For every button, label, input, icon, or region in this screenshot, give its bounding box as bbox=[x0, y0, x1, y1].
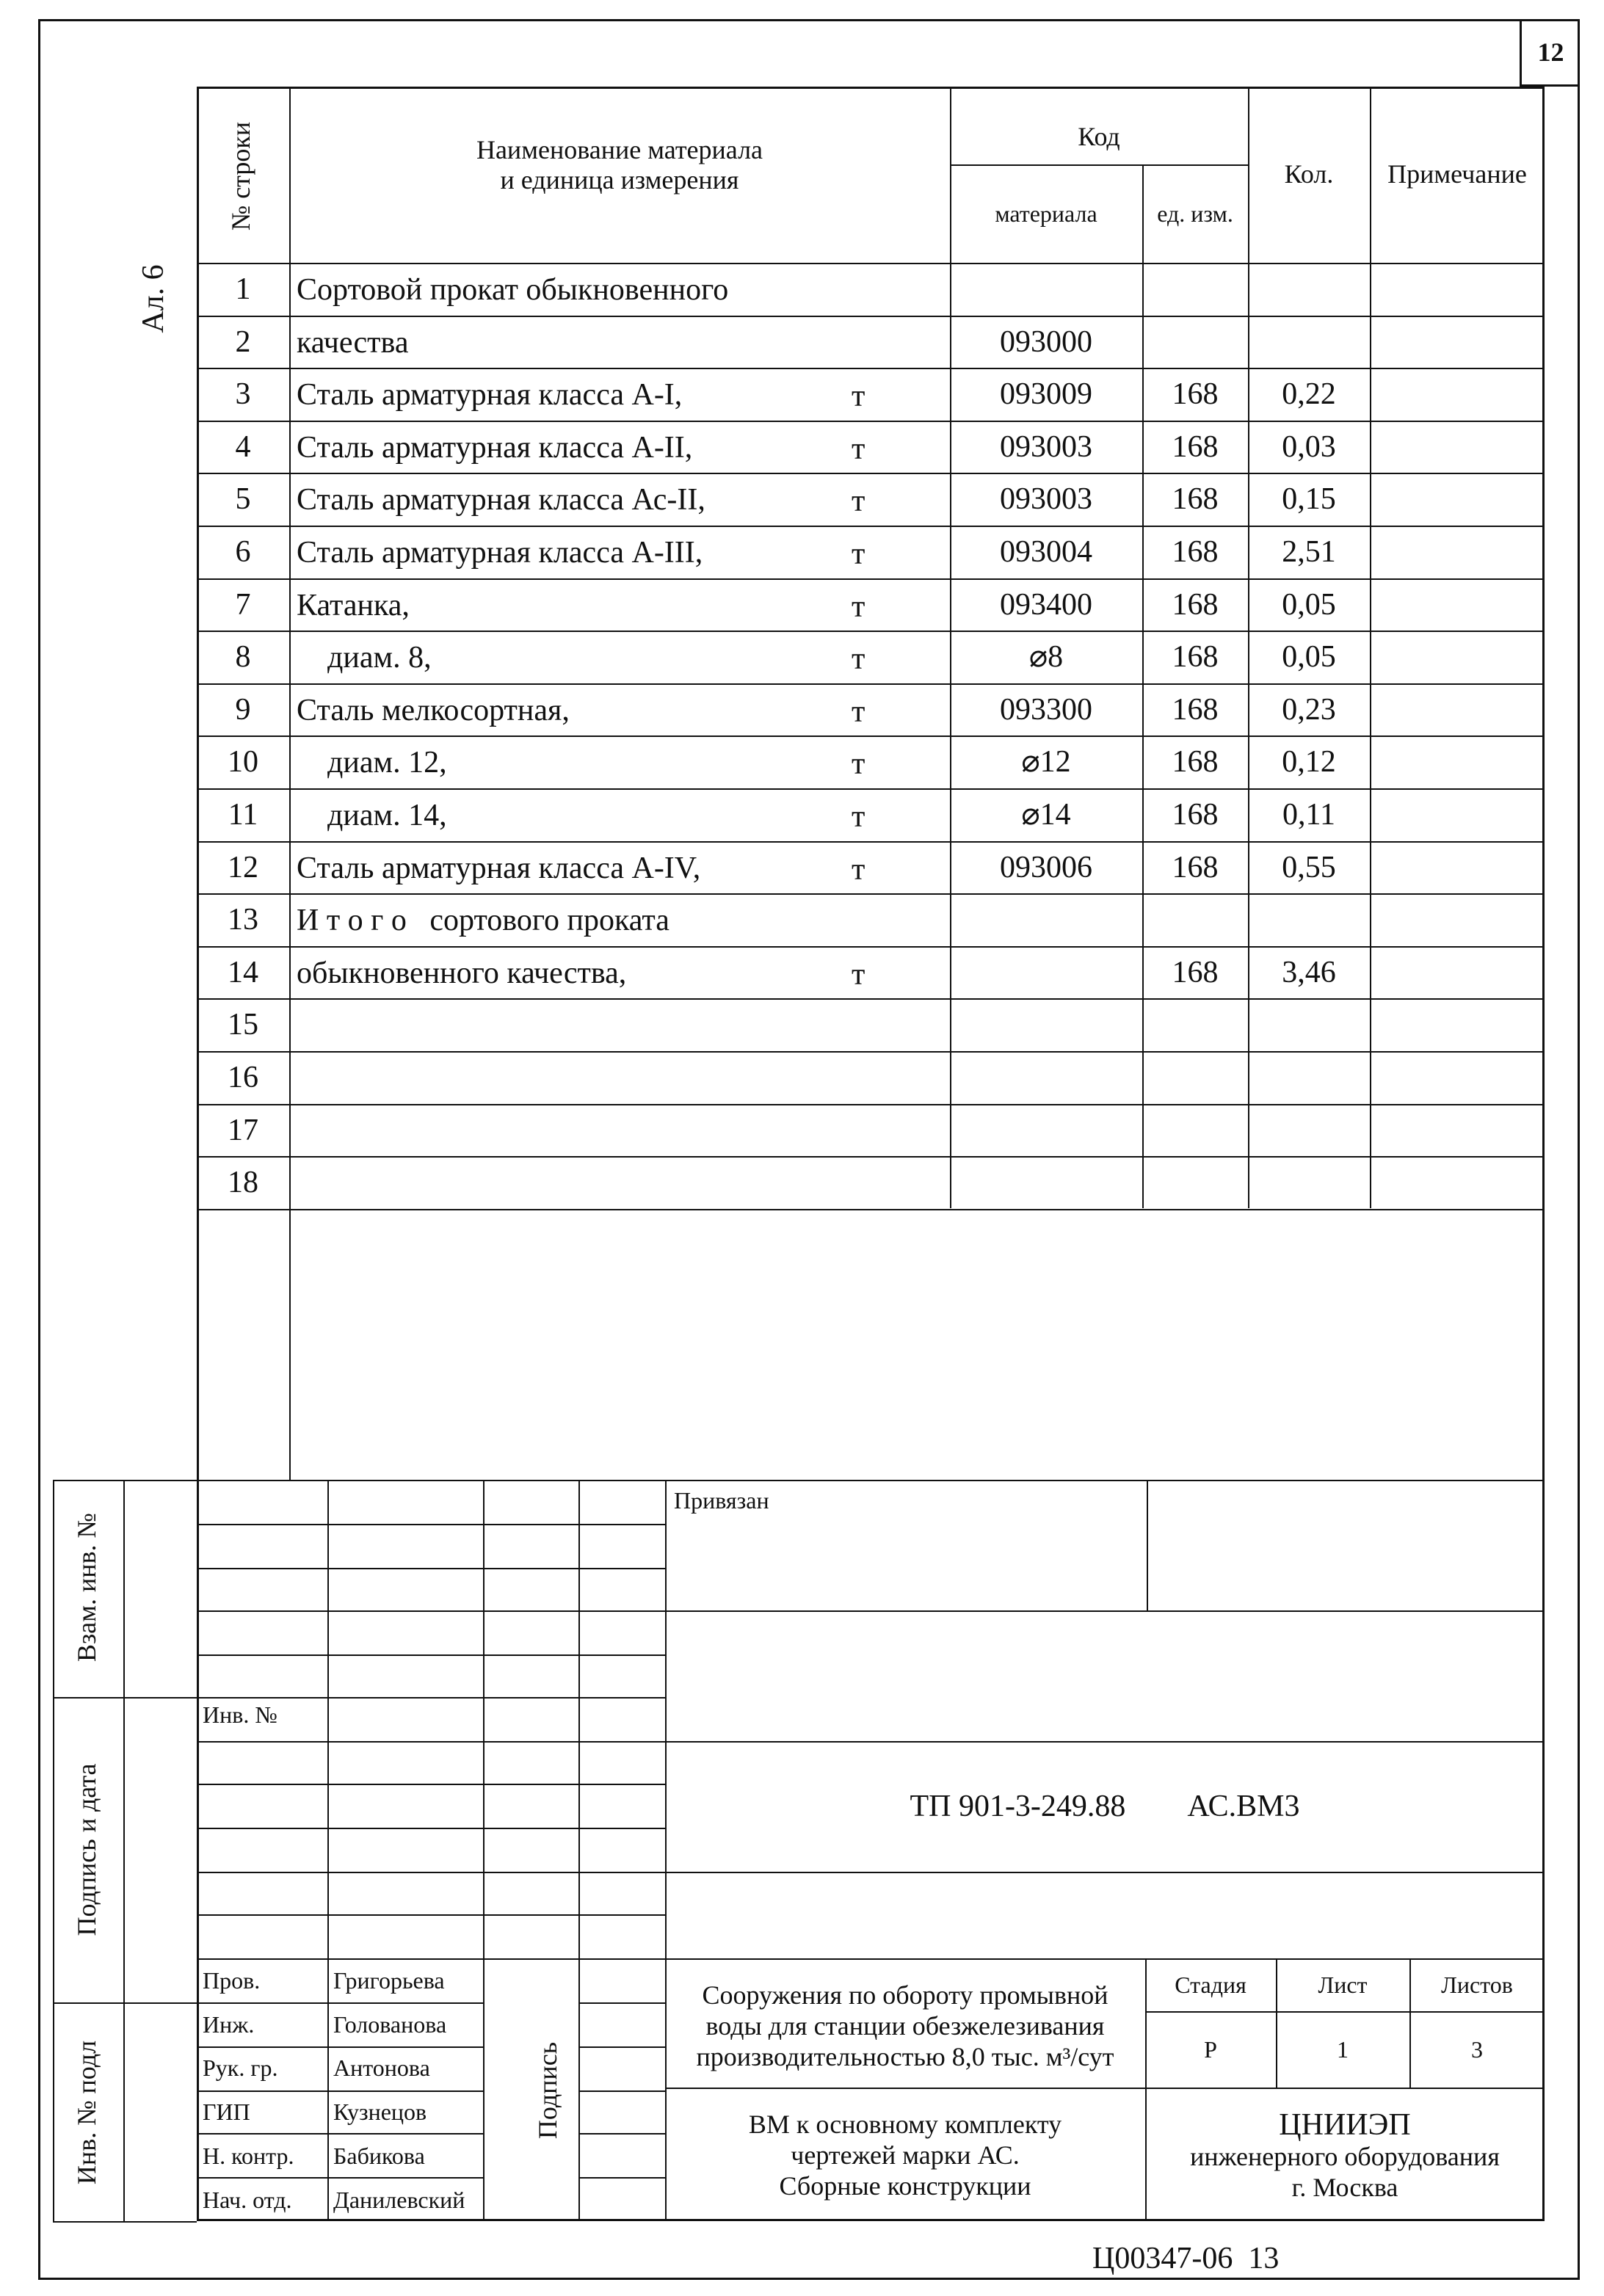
row-unit: т bbox=[852, 958, 865, 992]
header-code-material: материала bbox=[995, 200, 1097, 227]
row-material-code bbox=[950, 893, 1142, 946]
row-unit-code bbox=[1142, 1051, 1248, 1104]
row-qty: 0,05 bbox=[1282, 639, 1336, 674]
row-unit-code: 168 bbox=[1172, 744, 1219, 779]
row-material-code bbox=[950, 1156, 1142, 1209]
row-unit: т bbox=[852, 590, 865, 624]
row-name: Сталь арматурная класса А-II, bbox=[297, 431, 693, 465]
role-person-name: Данилевский bbox=[333, 2187, 465, 2213]
row-qty: 0,11 bbox=[1282, 797, 1335, 832]
header-qty: Кол. bbox=[1284, 159, 1334, 189]
row-name: Сталь арматурная класса А-IV, bbox=[297, 851, 701, 885]
signature-column-label: Подпись bbox=[533, 2041, 562, 2140]
header-code-unit: ед. изм. bbox=[1157, 200, 1233, 227]
sheet-label: Лист bbox=[1318, 1971, 1368, 1998]
row-material-code: 093000 bbox=[1000, 324, 1092, 359]
row-number: 1 bbox=[235, 272, 251, 306]
row-qty bbox=[1248, 1156, 1370, 1209]
row-unit: т bbox=[852, 484, 865, 518]
row-qty: 0,15 bbox=[1282, 482, 1336, 516]
row-name: Сталь мелкосортная, bbox=[297, 694, 570, 727]
album-label: Ал. 6 bbox=[137, 264, 170, 333]
row-unit-code bbox=[1142, 893, 1248, 946]
row-unit-code bbox=[1142, 316, 1248, 368]
row-unit-code bbox=[1142, 998, 1248, 1051]
row-qty bbox=[1248, 1051, 1370, 1104]
project-title-line-2: воды для станции обезжелезивания bbox=[705, 2011, 1105, 2041]
org-line-3: г. Москва bbox=[1291, 2173, 1398, 2202]
row-number: 13 bbox=[228, 902, 258, 937]
row-qty bbox=[1248, 893, 1370, 946]
role-person-name: Голованова bbox=[333, 2011, 447, 2038]
row-number: 10 bbox=[228, 744, 258, 779]
header-code: Код bbox=[1078, 122, 1120, 152]
row-unit-code: 168 bbox=[1172, 587, 1219, 622]
row-material-code bbox=[950, 1104, 1142, 1157]
row-qty: 3,46 bbox=[1282, 955, 1336, 989]
side-podpis-data: Подпись и дата bbox=[72, 1763, 101, 1936]
project-title-line-3: производительностью 8,0 тыс. м³/сут bbox=[696, 2042, 1114, 2071]
row-material-code: ⌀14 bbox=[1021, 797, 1071, 832]
row-unit: т bbox=[852, 537, 865, 571]
row-qty: 2,51 bbox=[1282, 534, 1336, 569]
row-material-code: 093300 bbox=[1000, 692, 1092, 727]
side-inv-podl: Инв. № подл bbox=[72, 2040, 101, 2185]
row-name: качества bbox=[297, 326, 409, 360]
row-material-code: 093003 bbox=[1000, 482, 1092, 516]
project-title-line-1: Сооружения по обороту промывной bbox=[702, 1980, 1108, 2010]
vm-line-3: Сборные конструкции bbox=[779, 2171, 1031, 2201]
org-line-2: инженерного оборудования bbox=[1190, 2142, 1500, 2171]
row-unit-code: 168 bbox=[1172, 482, 1219, 516]
privyazan-label: Привязан bbox=[674, 1487, 769, 1514]
role-title: Рук. гр. bbox=[203, 2055, 278, 2081]
row-number: 18 bbox=[228, 1165, 258, 1199]
stage-value: Р bbox=[1204, 2035, 1217, 2063]
row-qty: 0,05 bbox=[1282, 587, 1336, 622]
row-name: Сталь арматурная класса А-I, bbox=[297, 378, 683, 412]
row-qty bbox=[1248, 1104, 1370, 1157]
header-row-number: № строки bbox=[226, 121, 255, 231]
row-name: Сортовой прокат обыкновенного bbox=[297, 273, 729, 307]
row-unit-code: 168 bbox=[1172, 692, 1219, 727]
row-number: 8 bbox=[235, 639, 251, 674]
row-qty: 0,22 bbox=[1282, 377, 1336, 411]
row-qty: 0,03 bbox=[1282, 429, 1336, 464]
row-name: обыкновенного качества, bbox=[297, 956, 627, 990]
role-title: Н. контр. bbox=[203, 2143, 294, 2169]
header-name bbox=[289, 125, 950, 206]
role-title: Инж. bbox=[203, 2011, 255, 2038]
row-name: Катанка, bbox=[297, 589, 410, 622]
row-qty: 0,23 bbox=[1282, 692, 1336, 727]
row-number: 15 bbox=[228, 1007, 258, 1042]
row-unit-code: 168 bbox=[1172, 955, 1219, 989]
row-material-code bbox=[950, 946, 1142, 999]
row-unit: т bbox=[852, 747, 865, 781]
row-number: 16 bbox=[228, 1060, 258, 1094]
role-person-name: Григорьева bbox=[333, 1967, 445, 1994]
row-name: Сталь арматурная класса А-III, bbox=[297, 536, 703, 570]
role-person-name: Антонова bbox=[333, 2055, 430, 2081]
row-material-code bbox=[950, 998, 1142, 1051]
row-unit: т bbox=[852, 642, 865, 676]
row-name: диам. 8, bbox=[297, 641, 432, 675]
row-number: 3 bbox=[235, 377, 251, 411]
role-person-name: Бабикова bbox=[333, 2143, 425, 2169]
header-name-text: Наименование материала и единица измерения bbox=[476, 134, 763, 195]
row-unit-code: 168 bbox=[1172, 850, 1219, 884]
row-qty bbox=[1248, 316, 1370, 368]
row-number: 14 bbox=[228, 955, 258, 989]
role-title: Нач. отд. bbox=[203, 2187, 292, 2213]
row-unit-code: 168 bbox=[1172, 639, 1219, 674]
row-name: И т о г о сортового проката bbox=[297, 904, 669, 937]
row-unit-code bbox=[1142, 1104, 1248, 1157]
row-number: 2 bbox=[235, 324, 251, 359]
row-number: 11 bbox=[228, 797, 258, 832]
row-unit-code: 168 bbox=[1172, 429, 1219, 464]
vm-line-2: чертежей марки АС. bbox=[791, 2140, 1020, 2170]
row-material-code: 093009 bbox=[1000, 377, 1092, 411]
role-person-name: Кузнецов bbox=[333, 2099, 427, 2125]
row-unit: т bbox=[852, 800, 865, 834]
row-unit-code: 168 bbox=[1172, 534, 1219, 569]
row-unit: т bbox=[852, 379, 865, 413]
vm-line-1: ВМ к основному комплекту bbox=[748, 2110, 1062, 2139]
page-number: 12 bbox=[1520, 19, 1580, 87]
row-number: 5 bbox=[235, 482, 251, 516]
row-qty bbox=[1248, 998, 1370, 1051]
row-number: 6 bbox=[235, 534, 251, 569]
row-material-code bbox=[950, 263, 1142, 316]
sheets-label: Листов bbox=[1441, 1971, 1513, 1998]
row-divider bbox=[197, 1209, 1545, 1210]
header-note: Примечание bbox=[1387, 159, 1527, 189]
row-unit: т bbox=[852, 695, 865, 729]
row-material-code: ⌀8 bbox=[1028, 639, 1064, 674]
row-qty: 0,55 bbox=[1282, 850, 1336, 884]
row-name: Сталь арматурная класса Ас-II, bbox=[297, 483, 705, 517]
row-unit-code bbox=[1142, 263, 1248, 316]
row-unit-code: 168 bbox=[1172, 797, 1219, 832]
row-qty: 0,12 bbox=[1282, 744, 1336, 779]
row-material-code: 093003 bbox=[1000, 429, 1092, 464]
row-number: 4 bbox=[235, 429, 251, 464]
org-line-1: ЦНИИЭП bbox=[1279, 2108, 1411, 2142]
row-unit: т bbox=[852, 853, 865, 887]
row-number: 9 bbox=[235, 692, 251, 727]
row-number: 12 bbox=[228, 850, 258, 884]
sheets-value: 3 bbox=[1471, 2035, 1483, 2063]
row-number: 7 bbox=[235, 587, 251, 622]
role-title: Пров. bbox=[203, 1967, 261, 1994]
row-material-code: ⌀12 bbox=[1021, 744, 1071, 779]
row-qty bbox=[1248, 263, 1370, 316]
row-name: диам. 12, bbox=[297, 746, 447, 780]
bottom-code: Ц00347-06 13 bbox=[1092, 2242, 1280, 2275]
side-vzam-inv: Взам. инв. № bbox=[72, 1513, 101, 1662]
row-unit: т bbox=[852, 432, 865, 466]
role-title: ГИП bbox=[203, 2099, 250, 2125]
row-material-code: 093004 bbox=[1000, 534, 1092, 569]
row-name: диам. 14, bbox=[297, 799, 447, 832]
row-unit-code: 168 bbox=[1172, 377, 1219, 411]
inv-no-label: Инв. № bbox=[203, 1701, 277, 1728]
row-unit-code bbox=[1142, 1156, 1248, 1209]
row-material-code bbox=[950, 1051, 1142, 1104]
row-material-code: 093006 bbox=[1000, 850, 1092, 884]
document-code: ТП 901-3-249.88 АС.ВМ3 bbox=[910, 1789, 1300, 1823]
stage-label: Стадия bbox=[1175, 1971, 1246, 1998]
sheet-value: 1 bbox=[1337, 2035, 1349, 2063]
row-material-code: 093400 bbox=[1000, 587, 1092, 622]
row-number: 17 bbox=[228, 1113, 258, 1147]
